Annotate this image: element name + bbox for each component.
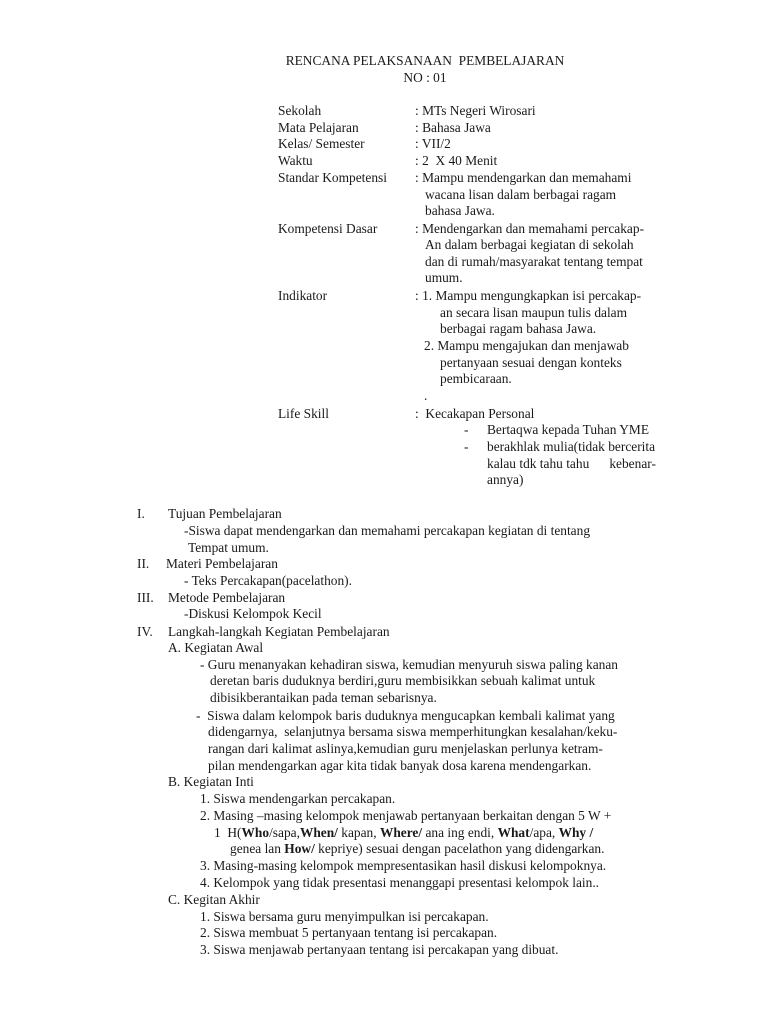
value-waktu: : 2 X 40 Menit bbox=[415, 153, 498, 168]
kegiatan-inti-item: 2. Masing –masing kelompok menjawab pertanyaan berkaitan dengan 5 W + bbox=[200, 808, 612, 823]
kegiatan-akhir-item: 2. Siswa membuat 5 pertanyaan tentang isi percakapan. bbox=[200, 925, 498, 940]
section-text: -Diskusi Kelompok Kecil bbox=[184, 606, 322, 621]
label-mata-pelajaran: Mata Pelajaran bbox=[278, 120, 359, 135]
kegiatan-awal-text: dibisikberantaikan pada teman sebarisnya. bbox=[210, 690, 437, 705]
kegiatan-awal-text: rangan dari kalimat aslinya,kemudian guru menjelaskan perlunya ketram- bbox=[208, 741, 603, 756]
value-kompetensi-dasar-cont: umum. bbox=[425, 270, 463, 285]
value-mata-pelajaran: : Bahasa Jawa bbox=[415, 120, 491, 135]
document-number: NO : 01 bbox=[403, 70, 447, 85]
subsection-title: B. Kegiatan Inti bbox=[168, 774, 254, 789]
life-skill-bullet-2-cont: annya) bbox=[487, 472, 524, 487]
bullet-dash: - bbox=[464, 439, 469, 454]
indikator-item-2-cont: pembicaraan. bbox=[440, 371, 512, 386]
kegiatan-awal-text: - Guru menanyakan kehadiran siswa, kemudian menyuruh siswa paling kanan bbox=[200, 657, 618, 672]
section-title: Langkah-langkah Kegiatan Pembelajaran bbox=[168, 624, 390, 639]
section-number: I. bbox=[137, 506, 145, 521]
indikator-item-1: : 1. Mampu mengungkapkan isi percakap- bbox=[415, 288, 642, 303]
section-number: II. bbox=[137, 556, 150, 571]
label-waktu: Waktu bbox=[278, 153, 313, 168]
section-title: Metode Pembelajaran bbox=[168, 590, 286, 605]
value-sekolah: : MTs Negeri Wirosari bbox=[415, 103, 536, 118]
kegiatan-akhir-item: 1. Siswa bersama guru menyimpulkan isi percakapan. bbox=[200, 909, 489, 924]
indikator-item-2: 2. Mampu mengajukan dan menjawab bbox=[424, 338, 629, 353]
document-title: RENCANA PELAKSANAAN PEMBELAJARAN bbox=[285, 53, 565, 68]
kegiatan-inti-item: 1. Siswa mendengarkan percakapan. bbox=[200, 791, 396, 806]
kegiatan-inti-item-cont: genea lan How/ kepriye) sesuai dengan pacelathon yang didengarkan. bbox=[230, 841, 605, 856]
kegiatan-inti-item: 4. Kelompok yang tidak presentasi menanggapi presentasi kelompok lain.. bbox=[200, 875, 600, 890]
section-number: III. bbox=[137, 590, 154, 605]
section-text: - Teks Percakapan(pacelathon). bbox=[184, 573, 352, 588]
indikator-item-1-cont: an secara lisan maupun tulis dalam bbox=[440, 305, 628, 320]
kegiatan-awal-text: deretan baris duduknya berdiri,guru membisikkan sebuah kalimat untuk bbox=[210, 673, 596, 688]
label-life-skill: Life Skill bbox=[278, 406, 329, 421]
life-skill-bullet-2: berakhlak mulia(tidak bercerita bbox=[487, 439, 656, 454]
kegiatan-awal-text: - Siswa dalam kelompok baris duduknya mengucapkan kembali kalimat yang bbox=[196, 708, 615, 723]
section-number: IV. bbox=[137, 624, 153, 639]
value-standar-kompetensi-cont: wacana lisan dalam berbagai ragam bbox=[425, 187, 617, 202]
kegiatan-inti-item-cont: 1 H(Who/sapa,When/ kapan, Where/ ana ing endi, What/apa, Why / bbox=[214, 825, 594, 840]
indikator-item-1-cont: berbagai ragam bahasa Jawa. bbox=[440, 321, 597, 336]
value-life-skill: : Kecakapan Personal bbox=[415, 406, 535, 421]
value-kompetensi-dasar-cont: An dalam berbagai kegiatan di sekolah bbox=[425, 237, 634, 252]
subsection-title: C. Kegitan Akhir bbox=[168, 892, 260, 907]
subsection-title: A. Kegiatan Awal bbox=[168, 640, 264, 655]
section-text: Tempat umum. bbox=[188, 540, 269, 555]
label-indikator: Indikator bbox=[278, 288, 328, 303]
label-kompetensi-dasar: Kompetensi Dasar bbox=[278, 221, 378, 236]
kegiatan-inti-item: 3. Masing-masing kelompok mempresentasikan hasil diskusi kelompoknya. bbox=[200, 858, 607, 873]
value-standar-kompetensi-cont: bahasa Jawa. bbox=[425, 203, 495, 218]
bullet-dash: - bbox=[464, 422, 469, 437]
kegiatan-awal-text: pilan mendengarkan agar kita tidak banyak dosa karena mendengarkan. bbox=[208, 758, 592, 773]
life-skill-bullet-1: Bertaqwa kepada Tuhan YME bbox=[487, 422, 650, 437]
section-text: -Siswa dapat mendengarkan dan memahami percakapan kegiatan di tentang bbox=[184, 523, 591, 538]
label-kelas-semester: Kelas/ Semester bbox=[278, 136, 365, 151]
section-title: Tujuan Pembelajaran bbox=[168, 506, 282, 521]
stray-dot: . bbox=[424, 388, 428, 403]
value-standar-kompetensi: : Mampu mendengarkan dan memahami bbox=[415, 170, 632, 185]
life-skill-bullet-2-cont: kalau tdk tahu tahu kebenar- bbox=[487, 456, 656, 471]
value-kompetensi-dasar-cont: dan di rumah/masyarakat tentang tempat bbox=[425, 254, 643, 269]
section-title: Materi Pembelajaran bbox=[166, 556, 278, 571]
kegiatan-awal-text: didengarnya, selanjutnya bersama siswa memperhitungkan kesalahan/keku- bbox=[208, 724, 618, 739]
label-sekolah: Sekolah bbox=[278, 103, 322, 118]
indikator-item-2-cont: pertanyaan sesuai dengan konteks bbox=[440, 355, 622, 370]
label-standar-kompetensi: Standar Kompetensi bbox=[278, 170, 387, 185]
kegiatan-akhir-item: 3. Siswa menjawab pertanyaan tentang isi percakapan yang dibuat. bbox=[200, 942, 559, 957]
value-kelas-semester: : VII/2 bbox=[415, 136, 451, 151]
value-kompetensi-dasar: : Mendengarkan dan memahami percakap- bbox=[415, 221, 645, 236]
